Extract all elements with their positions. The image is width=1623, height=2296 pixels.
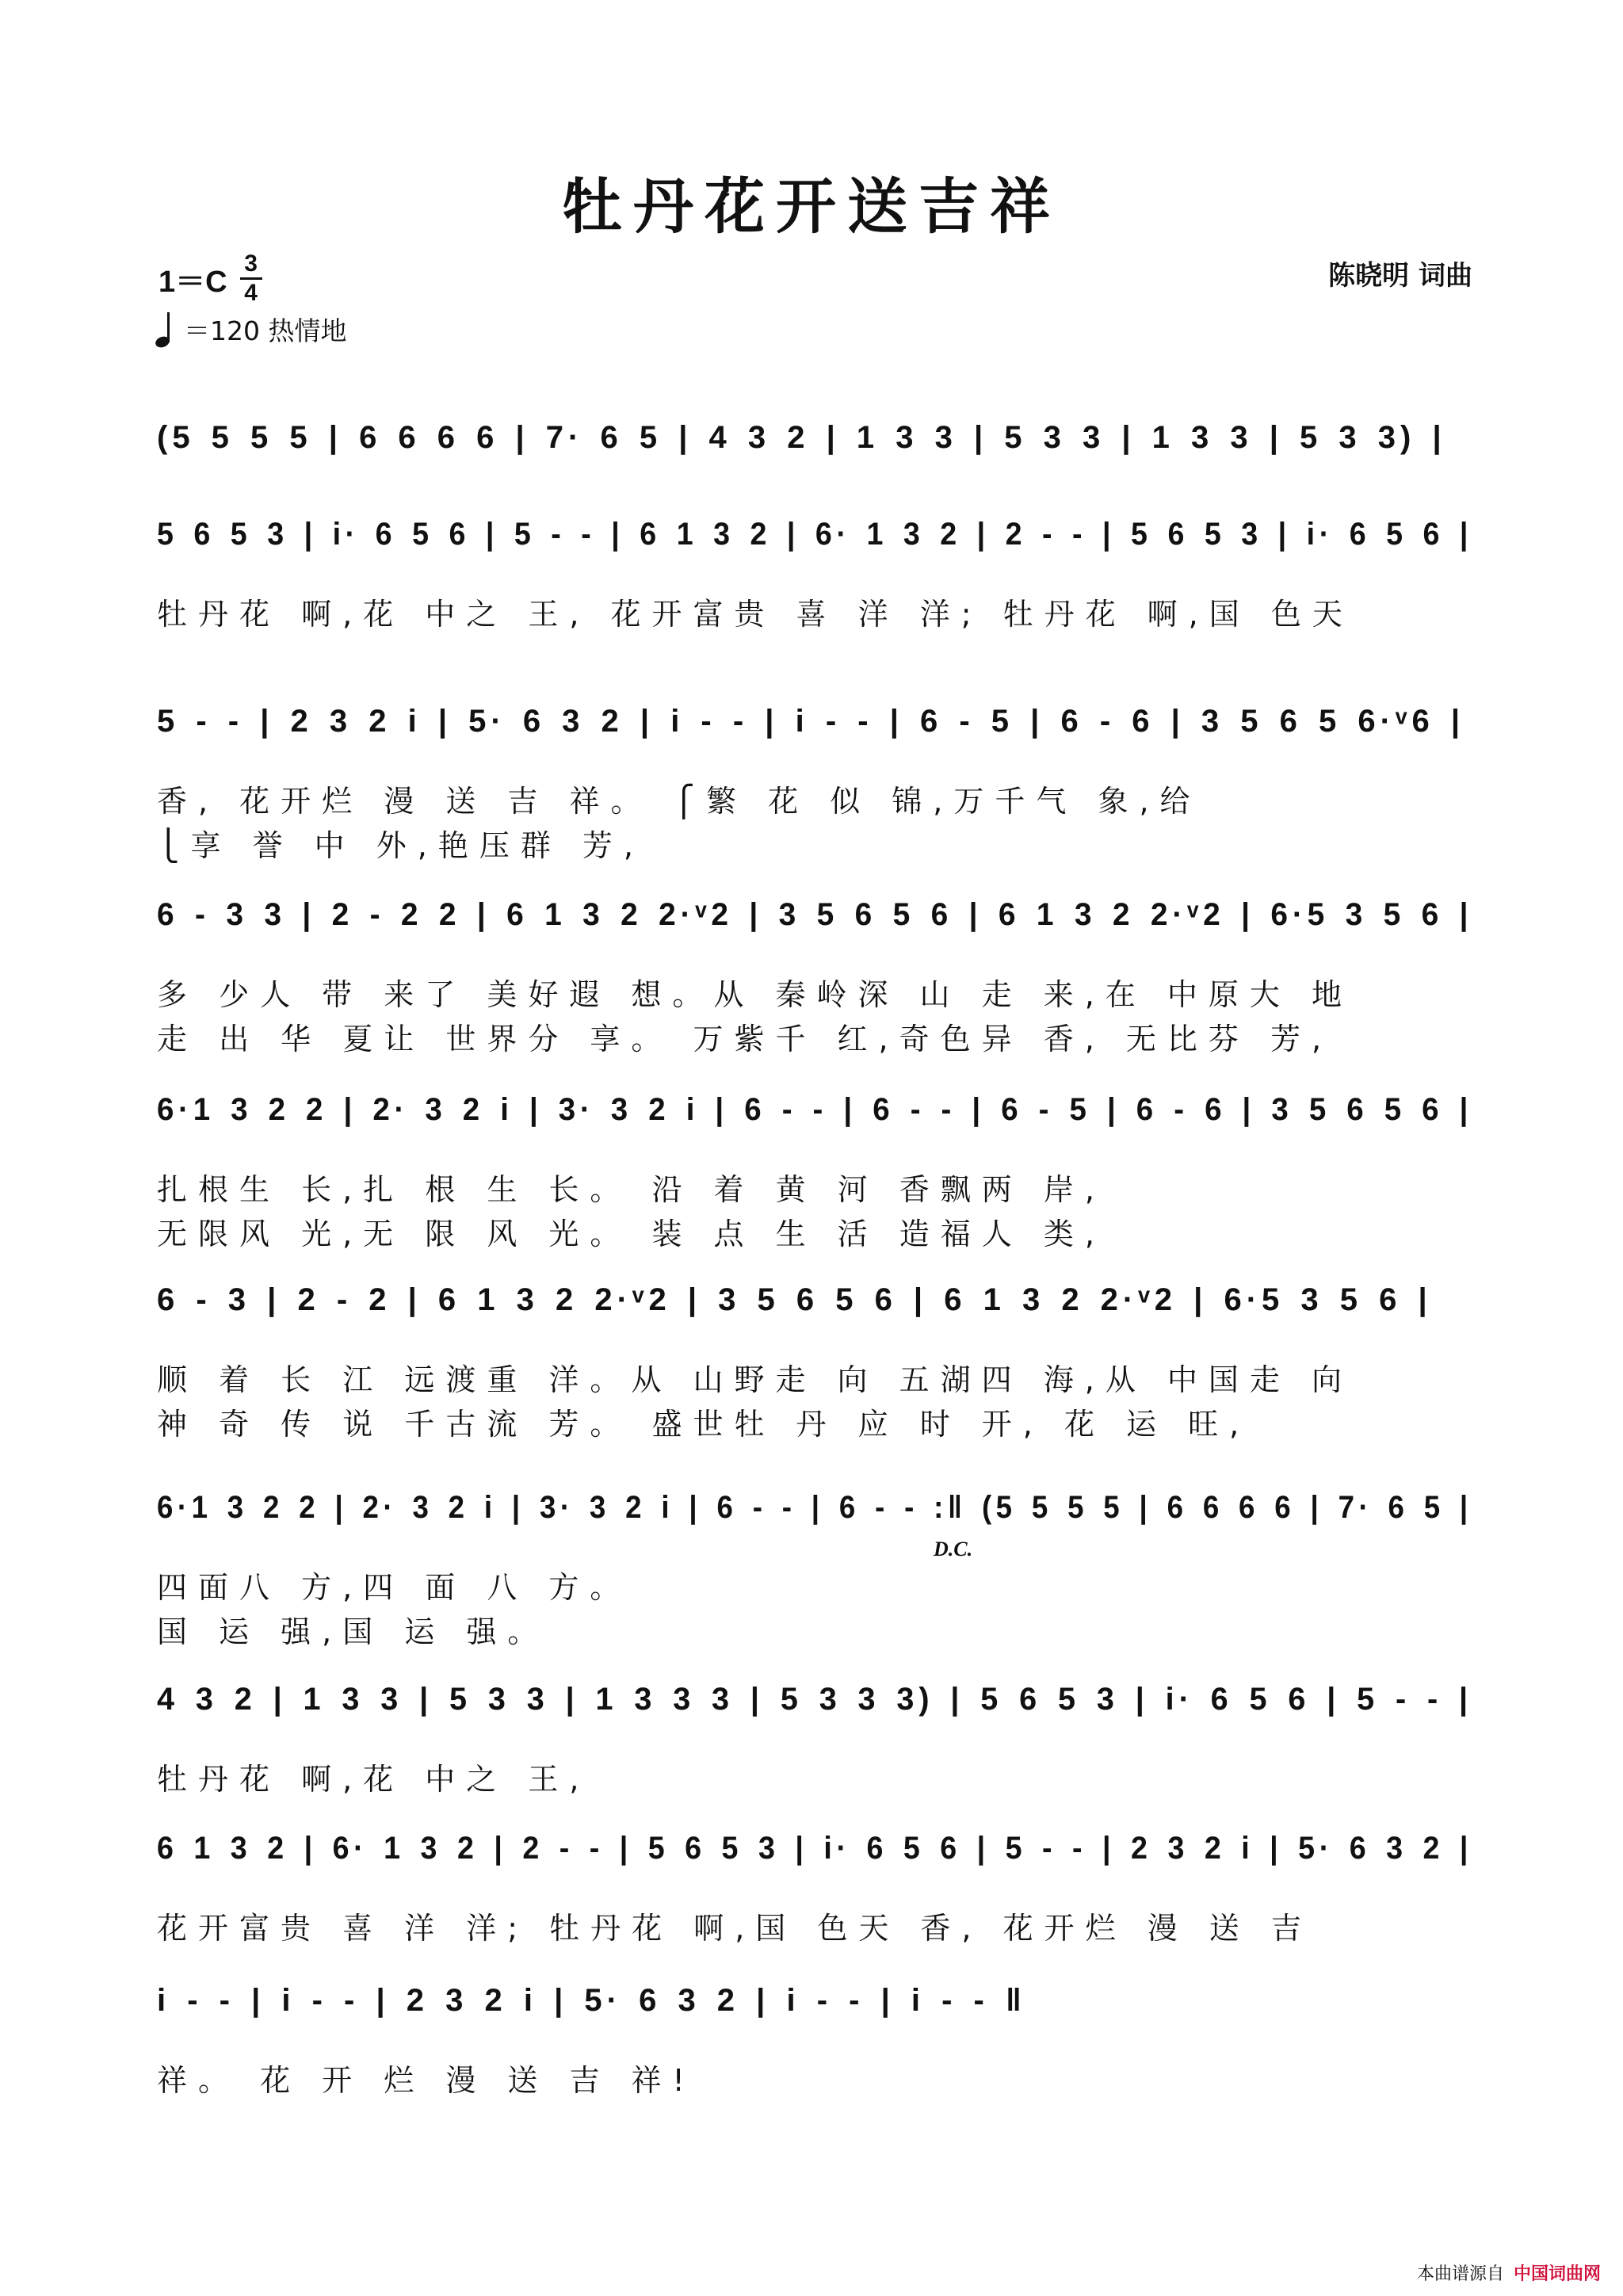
page-title: 牡丹花开送吉祥 (562, 171, 1061, 242)
tempo-marking (155, 311, 346, 348)
lyric-line-1: 牡丹花 啊,花 中之 王, 花开富贵 喜 洋 洋; 牡丹花 啊,国 色天 (157, 597, 1354, 632)
notation-line: 5 6 5 3 | i· 6 5 6 | 5 - - | 6 1 3 2 | 6· 1 3 2 | 2 - - | 5 6 5 3 | i· 6 5 6 | (157, 517, 1473, 552)
time-signature-bottom: 4 (244, 280, 258, 306)
notation-line: i - - | i - - | 2 3 2 i | 5· 6 3 2 | i - - | i - - ‖ (157, 1983, 1026, 2018)
lyric-line-2: 无限风 光,无 限 风 光。 装 点 生 活 造福人 类, (157, 1217, 1106, 1251)
key-signature (158, 252, 262, 305)
lyric-line-1: 牡丹花 啊,花 中之 王, (157, 1762, 590, 1797)
lyric-line-1: 多 少人 带 来了 美好遐 想。从 秦岭深 山 走 来,在 中原大 地 (157, 977, 1353, 1012)
lyric-line-2: 神 奇 传 说 千古流 芳。 盛世牡 丹 应 时 开, 花 运 旺, (157, 1407, 1251, 1442)
lyric-line-1: 扎根生 长,扎 根 生 长。 沿 着 黄 河 香飘两 岸, (157, 1172, 1106, 1207)
footer-credit (1417, 2260, 1601, 2285)
notation-line: 6 1 3 2 | 6· 1 3 2 | 2 - - | 5 6 5 3 | i· 6 5 6 | 5 - - | 2 3 2 i | 5· 6 3 2 | (157, 1831, 1473, 1866)
lyric-line-1: 顺 着 长 江 远渡重 洋。从 山野走 向 五湖四 海,从 中国走 向 (157, 1362, 1353, 1397)
footer-source: 本曲谱源自 (1416, 2264, 1504, 2284)
quarter-note-icon (155, 312, 179, 347)
notation-line: 6 - 3 | 2 - 2 | 6 1 3 2 2·ᵛ2 | 3 5 6 5 6 | 6 1 3 2 2·ᵛ2 | 6·5 3 5 6 | (157, 1282, 1432, 1317)
lyric-line-1: 祥。 花 开 烂 漫 送 吉 祥! (157, 2063, 696, 2098)
lyric-line-1: 花开富贵 喜 洋 洋; 牡丹花 啊,国 色天 香, 花开烂 漫 送 吉 (157, 1911, 1312, 1946)
lyric-line-2: 国 运 强,国 运 强。 (157, 1614, 549, 1649)
notation-line: 6·1 3 2 2 | 2· 3 2 i | 3· 3 2 i | 6 - - | 6 - - | 6 - 5 | 6 - 6 | 3 5 6 5 6 | (157, 1092, 1473, 1127)
time-signature (240, 252, 262, 305)
notation-line: 6 - 3 3 | 2 - 2 2 | 6 1 3 2 2·ᵛ2 | 3 5 6 5 6 | 6 1 3 2 2·ᵛ2 | 6·5 3 5 6 | (157, 897, 1473, 932)
lyric-line-1: 香, 花开烂 漫 送 吉 祥。 ⎧繁 花 似 锦,万千气 象,给 (157, 784, 1201, 819)
key-text: 1＝C (158, 266, 227, 299)
notation-line: (5 5 5 5 | 6 6 6 6 | 7· 6 5 | 4 3 2 | 1 3 3 | 5 3 3 | 1 3 3 | 5 3 3) | (157, 420, 1446, 455)
notation-line: 6·1 3 2 2 | 2· 3 2 i | 3· 3 2 i | 6 - - | 6 - - :‖ (5 5 5 5 | 6 6 6 6 | 7· 6 5 | (157, 1490, 1472, 1525)
notation-line: 5 - - | 2 3 2 i | 5· 6 3 2 | i - - | i - - | 6 - 5 | 6 - 6 | 3 5 6 5 6·ᵛ6 | (157, 704, 1465, 739)
lyric-line-2: 走 出 华 夏让 世界分 享。 万紫千 红,奇色异 香, 无比芬 芳, (157, 1022, 1333, 1056)
tempo-text: ＝120 热情地 (184, 315, 347, 346)
time-signature-top: 3 (244, 250, 258, 277)
author-credit: 陈晓明 词曲 (1328, 260, 1472, 292)
lyric-line-1: 四面八 方,四 面 八 方。 (157, 1570, 632, 1605)
notation-line: 4 3 2 | 1 3 3 | 5 3 3 | 1 3 3 3 | 5 3 3 3) | 5 6 5 3 | i· 6 5 6 | 5 - - | (157, 1682, 1473, 1717)
footer-brand-link[interactable]: 中国词曲网 (1513, 2264, 1601, 2284)
da-capo-marking: D.C. (934, 1538, 973, 1561)
lyric-line-2: ⎩享 誉 中 外,艳压群 芳, (157, 828, 644, 863)
